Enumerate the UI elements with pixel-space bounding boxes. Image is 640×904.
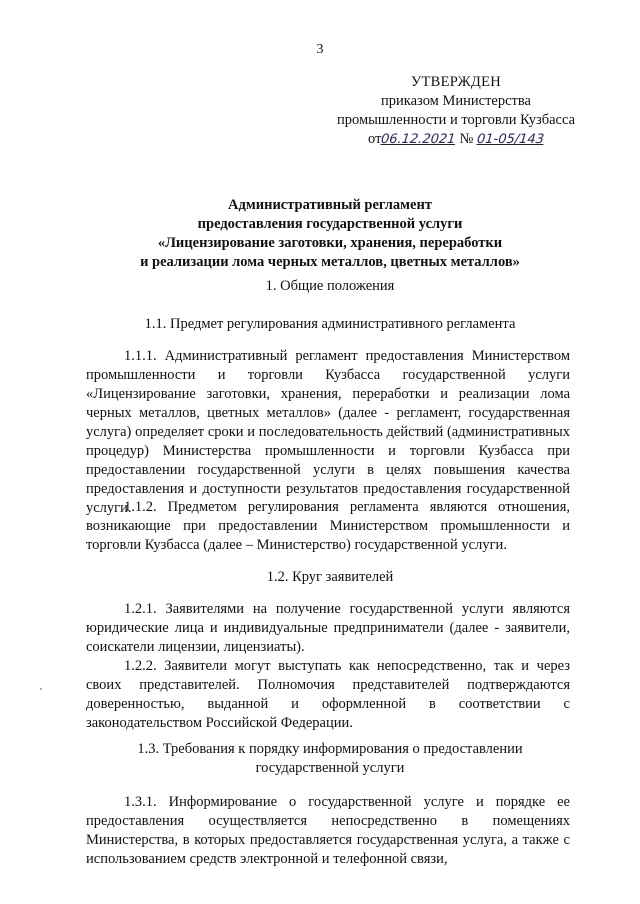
subsection-heading-1-2: 1.2. Круг заявителей bbox=[266, 569, 394, 585]
title-line-2: предоставления государственной услуги bbox=[197, 216, 463, 232]
paragraph-1-2-2 bbox=[86, 657, 570, 733]
subsection-1-3-line-2: государственной услуги bbox=[255, 760, 405, 776]
number-label: № bbox=[459, 131, 474, 147]
paragraph-1-2-2-text: 1.2.2. Заявители могут выступать как непосредственно, так и через своих представителей. Полномочия представителей подтверждаются доверенностью, выданной и оформленной в соответствии с законодательством Российской Федерации. bbox=[86, 658, 570, 731]
title-line-1: Административный регламент bbox=[228, 197, 432, 213]
paragraph-1-3-1-text: 1.3.1. Информирование о государственной услуге и порядке ее предоставления осуществляется непосредственно в помещениях Министерства, в которых предоставляется государственная услуга, а также с использованием средств электронной и телефонной связи, bbox=[86, 794, 570, 867]
paragraph-1-1-2-text: 1.1.2. Предметом регулирования регламента являются отношения, возникающие при предоставлении Министерством промышленности и торговли Кузбасса (далее – Министерство) государственной услуги. bbox=[86, 499, 570, 553]
subsection-1-3-line-1: 1.3. Требования к порядку информирования о предоставлении bbox=[137, 741, 523, 757]
approval-heading: УТВЕРЖДЕН bbox=[410, 74, 502, 90]
paragraph-1-1-1-text: 1.1.1. Административный регламент предоставления Министерством промышленности и торговли Кузбасса государственной услуги «Лицензирование заготовки, хранения, переработки и реализации лома черных металлов, цветных металлов» (далее - регламент, государственная услуга) определяет сроки и последовательность действий (административных процедур) Министерства промышленности и торговли Кузбасса при предоставлении государственной услуги в целях повышения качества предоставления и доступности результатов предоставления государственной услуги. bbox=[86, 348, 570, 516]
approval-line-1: приказом Министерства bbox=[381, 93, 531, 109]
title-line-3: «Лицензирование заготовки, хранения, переработки bbox=[157, 235, 503, 251]
paragraph-1-2-1-text: 1.2.1. Заявителями на получение государственной услуги являются юридические лица и индивидуальные предприниматели (далее - заявители, соискатели лицензии, лицензиаты). bbox=[86, 601, 570, 655]
handwritten-order-number: 01-05/143 bbox=[476, 132, 545, 147]
paragraph-1-1-1 bbox=[86, 347, 570, 518]
document-title bbox=[70, 196, 590, 272]
title-line-4: и реализации лома черных металлов, цветных металлов» bbox=[140, 254, 520, 270]
paragraph-1-1-2 bbox=[86, 498, 570, 555]
approval-line-2: промышленности и торговли Кузбасса bbox=[336, 112, 576, 128]
subsection-heading-1-1: 1.1. Предмет регулирования административного регламента bbox=[144, 316, 516, 332]
approval-order-line bbox=[326, 130, 586, 149]
subsection-heading-1-3 bbox=[70, 740, 590, 778]
section-heading-1: 1. Общие положения bbox=[265, 278, 395, 294]
paragraph-1-3-1 bbox=[86, 793, 570, 869]
approval-stamp bbox=[326, 73, 586, 149]
page-number: 3 bbox=[316, 42, 324, 57]
scan-speck bbox=[40, 688, 42, 690]
from-label: от bbox=[368, 131, 382, 147]
handwritten-date: 06.12.2021 bbox=[380, 132, 457, 147]
paragraph-1-2-1 bbox=[86, 600, 570, 657]
